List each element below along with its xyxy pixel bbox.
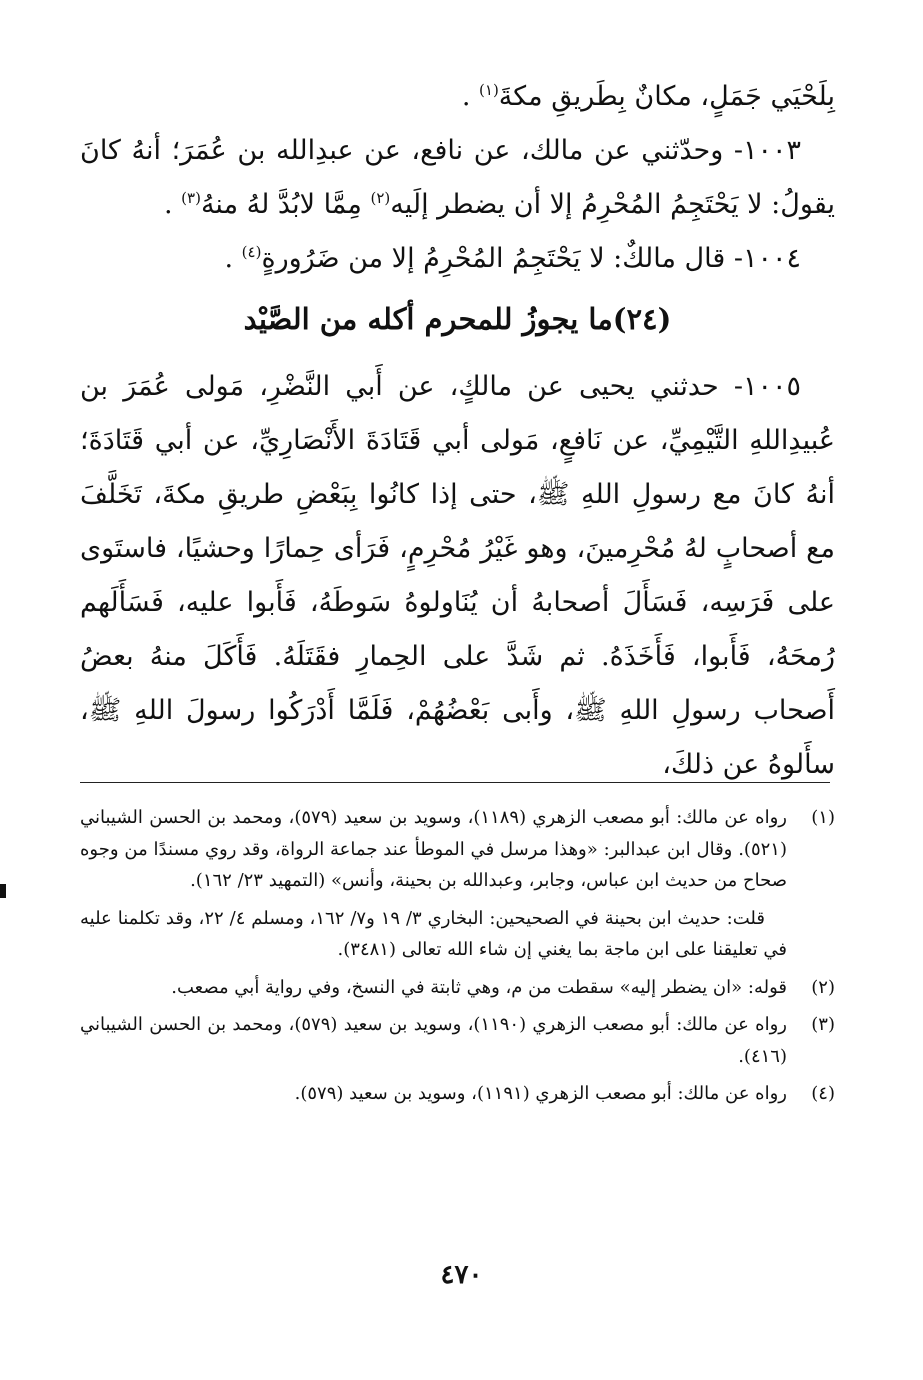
footnote-body [80,1078,787,1110]
footnote-body [80,972,787,1004]
paragraph-1003-end: . [164,189,182,220]
footnote-ref-3: (٣) [181,189,201,207]
page-number: ٤٧٠ [440,1260,483,1290]
footnote-number: (١) [811,807,835,828]
footnote-text: رواه عن مالك: أبو مصعب الزهري (١١٨٩)، وسويد بن سعيد (٥٧٩)، ومحمد بن الحسن الشيباني (٥٢١). وقال ابن عبدالبر: «وهذا مرسل في الموطأ عند جماعة الرواة، وقد روي مسندًا من وجوه صحاح من حديث ابن عباس، وجابر، وعبدالله بن بحينة، وأنس» (التمهيد ٢٣/ ١٦٢). [80,807,787,891]
paragraph-1004-text: ١٠٠٤- قال مالكٌ: لا يَحْتَجِمُ المُحْرِمُ إلا من ضَرُورةٍ [261,243,801,274]
scan-edge-mark [0,884,6,898]
footnote-number: (٤) [811,1083,835,1104]
paragraph-1005: ١٠٠٥- حدثني يحيى عن مالكٍ، عن أَبي النَّضْرِ، مَولى عُمَرَ بن عُبيدِاللهِ التَّيْمِيِّ، عن نَافعٍ، مَولى أبي قَتَادَةَ الأَنْصَارِيِّ، عن أبي قَتَادَةَ؛ أنهُ كانَ مع رسولِ اللهِ ﷺ، حتى إذا كانُوا بِبَعْضِ طريقِ مكةَ، تَخَلَّفَ مع أصحابٍ لهُ مُحْرِمينَ، وهو غَيْرُ مُحْرِمٍ، فَرَأى حِمارًا وحشيًا، فاستَوى على فَرَسِه، فَسَأَلَ أصحابهُ أن يُنَاولوهُ سَوطَهُ، فَأَبوا عليه، فَسَأَلَهم رُمحَهُ، فَأَبوا، فَأَخَذَهُ. ثم شَدَّ على الحِمارِ فقَتَلَهُ. فَأَكَلَ منهُ بعضُ أَصحاب رسولِ اللهِ ﷺ، وأَبى بَعْضُهُمْ، فَلَمَّا أَدْرَكُوا رسولَ اللهِ ﷺ، سأَلوهُ عن ذلكَ، [80,371,835,780]
footnote-continuation: قلت: حديث ابن بحينة في الصحيحين: البخاري ٣/ ١٩ و٧/ ١٦٢، ومسلم ٤/ ٢٢، وقد تكلمنا عليه في تعليقنا على ابن ماجة بما يغني إن شاء الله تعالى (٣٤٨١). [80,907,787,960]
footnote-4 [80,1078,835,1110]
footnote-body [80,1009,787,1072]
footnote-divider [80,782,830,783]
footnote-body [80,802,787,966]
footnote-ref-2: (٢) [370,189,391,207]
footnote-text: رواه عن مالك: أبو مصعب الزهري (١١٩٠)، وسويد بن سعيد (٥٧٩)، ومحمد بن الحسن الشيباني (٤١٦). [80,1014,787,1067]
footnotes [80,802,835,1110]
paragraph-1004-end: . [224,243,242,274]
main-text [80,70,835,792]
paragraph-1003 [80,124,835,232]
paragraph-1 [80,70,835,124]
footnote-number: (٣) [811,1014,835,1035]
footnote-2 [80,972,835,1004]
paragraph-1-end: . [461,81,480,112]
section-heading: (٢٤)ما يجوزُ للمحرم أكله من الصَّيْد [243,302,672,336]
footnote-text: رواه عن مالك: أبو مصعب الزهري (١١٩١)، وسويد بن سعيد (٥٧٩). [294,1083,787,1104]
footnote-3 [80,1009,835,1072]
paragraph-1003-text-b: مِمَّا لابُدَّ لهُ منهُ [200,189,371,220]
footnote-number: (٢) [811,976,835,998]
footnote-text: قوله: «ان يضطر إليه» سقطت من م، وهي ثابتة في النسخ، وفي رواية أبي مصعب. [171,976,787,998]
footnote-ref-1: (١) [479,81,499,99]
footnote-1 [80,802,835,966]
paragraph-1003-text-a: ١٠٠٣- وحدّثني عن مالك، عن نافع، عن عبدِالله بن عُمَرَ؛ أنهُ كانَ يقولُ: لا يَحْتَجِمُ المُحْرِمُ إلا أن يضطر إلَيه [80,135,835,220]
paragraph-1004 [80,232,835,286]
footnote-ref-4: (٤) [241,243,262,261]
paragraph-1-text: بِلَحْيَي جَمَلٍ، مكانٌ بِطَريقِ مكةَ [498,81,835,112]
